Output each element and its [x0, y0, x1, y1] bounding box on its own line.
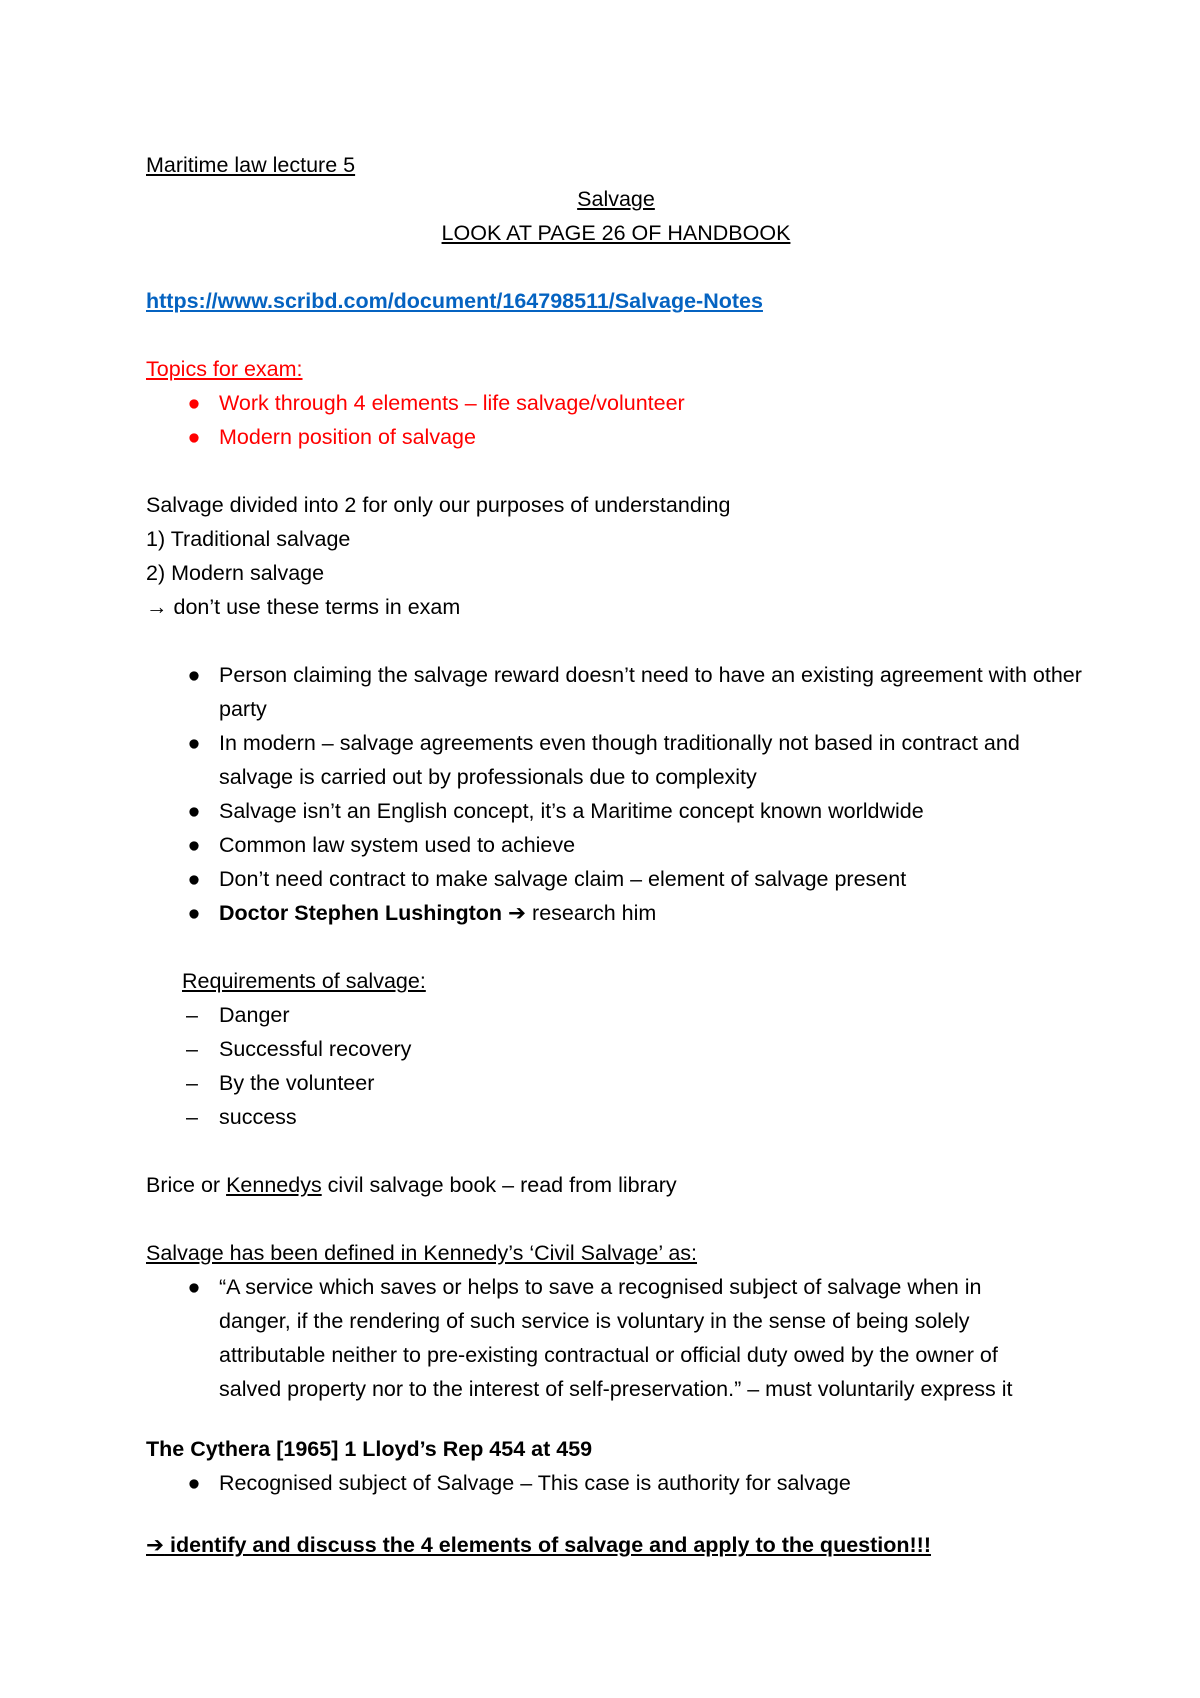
list-item: [146, 1032, 1086, 1066]
case-point: Recognised subject of Salvage – This case is authority for salvage: [219, 1471, 851, 1495]
point-text: In modern – salvage agreements even though traditionally not based in contract and salvage is carried out by professionals due to complexity: [219, 731, 1020, 789]
point-text: Salvage isn’t an English concept, it’s a Maritime concept known worldwide: [219, 799, 924, 823]
spacer: [146, 454, 1086, 488]
requirements-label-row: [146, 964, 1086, 998]
spacer: [146, 318, 1086, 352]
requirement-text: Danger: [219, 1003, 290, 1027]
list-item: [146, 1270, 1086, 1406]
requirements-label: Requirements of salvage:: [182, 969, 426, 993]
handbook-note: LOOK AT PAGE 26 OF HANDBOOK: [441, 221, 791, 245]
list-item: [146, 658, 1086, 726]
case-title: The Cythera [1965] 1 Lloyd’s Rep 454 at 459: [146, 1437, 593, 1461]
dash-icon: –: [186, 1003, 198, 1027]
list-item: [146, 1466, 1086, 1500]
topics-label: Topics for exam:: [146, 357, 303, 381]
definition-quote-line: danger, if the rendering of such service is voluntary in the sense of being solely: [219, 1309, 970, 1333]
bullet-icon: ●: [187, 833, 201, 857]
spacer: [146, 1134, 1086, 1168]
scribd-link[interactable]: https://www.scribd.com/document/164798511/Salvage-Notes: [146, 289, 763, 313]
requirement-text: success: [219, 1105, 297, 1129]
list-item: [146, 386, 1086, 420]
requirement-text: By the volunteer: [219, 1071, 375, 1095]
requirements-list: [146, 998, 1086, 1134]
bullet-icon: ●: [187, 391, 201, 415]
spacer: [146, 624, 1086, 658]
list-item: [146, 1100, 1086, 1134]
division-item-modern: 2) Modern salvage: [146, 561, 325, 585]
requirement-text: Successful recovery: [219, 1037, 412, 1061]
final-text: identify and discuss the 4 elements of salvage and apply to the question!!!: [164, 1533, 931, 1557]
spacer: [146, 1500, 1086, 1528]
division-note: [146, 590, 1086, 624]
arrow-right-icon: →: [146, 595, 168, 619]
bullet-icon: ●: [187, 425, 201, 449]
spacer: [146, 250, 1086, 284]
definition-quote-line: salved property nor to the interest of self-preservation.” – must voluntarily express it: [219, 1377, 1013, 1401]
list-item: [146, 726, 1086, 794]
bullet-icon: ●: [187, 799, 201, 823]
dash-icon: –: [186, 1037, 198, 1061]
books-suffix: civil salvage book – read from library: [321, 1173, 677, 1197]
section-heading: Salvage: [577, 187, 655, 211]
case-list: [146, 1466, 1086, 1500]
list-item: [146, 862, 1086, 896]
bullet-icon: ●: [187, 1275, 201, 1299]
final-instruction: [146, 1528, 1086, 1562]
arrow-right-icon: ➔: [146, 1533, 165, 1557]
division-intro: Salvage divided into 2 for only our purposes of understanding: [146, 493, 731, 517]
list-item: [146, 420, 1086, 454]
definition-label: Salvage has been defined in Kennedy’s ‘Civil Salvage’ as:: [146, 1241, 698, 1265]
topic-text: Work through 4 elements – life salvage/volunteer: [219, 391, 685, 415]
topics-list: [146, 386, 1086, 454]
division-note-text: don’t use these terms in exam: [173, 595, 461, 619]
dash-icon: –: [186, 1071, 198, 1095]
topic-text: Modern position of salvage: [219, 425, 476, 449]
division-item-traditional: 1) Traditional salvage: [146, 527, 351, 551]
arrow-right-icon: ➔: [508, 901, 527, 925]
list-item: [146, 794, 1086, 828]
books-prefix: Brice or: [146, 1173, 227, 1197]
document-title: Maritime law lecture 5: [146, 153, 356, 177]
lushington-name: Doctor Stephen Lushington: [219, 901, 503, 925]
books-kennedys: Kennedys: [226, 1173, 322, 1197]
bullet-icon: ●: [187, 1471, 201, 1495]
definition-list: [146, 1270, 1086, 1406]
list-item: [146, 1066, 1086, 1100]
definition-quote-line: attributable neither to pre-existing contractual or official duty owed by the owner of: [219, 1343, 998, 1367]
spacer: [146, 1202, 1086, 1236]
spacer: [146, 1406, 1086, 1432]
points-list: [146, 658, 1086, 930]
document-body: [146, 148, 1086, 1562]
list-item: [146, 998, 1086, 1032]
point-text: Common law system used to achieve: [219, 833, 576, 857]
bullet-icon: ●: [187, 901, 201, 925]
point-text: Person claiming the salvage reward doesn’t need to have an existing agreement with other party: [219, 663, 1082, 721]
bullet-icon: ●: [187, 867, 201, 891]
bullet-icon: ●: [187, 663, 201, 687]
definition-quote-line: “A service which saves or helps to save a recognised subject of salvage when in: [219, 1275, 982, 1299]
bullet-icon: ●: [187, 731, 201, 755]
spacer: [146, 930, 1086, 964]
point-text: Don’t need contract to make salvage claim – element of salvage present: [219, 867, 907, 891]
lushington-note: research him: [532, 901, 657, 925]
dash-icon: –: [186, 1105, 198, 1129]
list-item: [146, 828, 1086, 862]
books-line: [146, 1168, 1086, 1202]
list-item: [146, 896, 1086, 930]
